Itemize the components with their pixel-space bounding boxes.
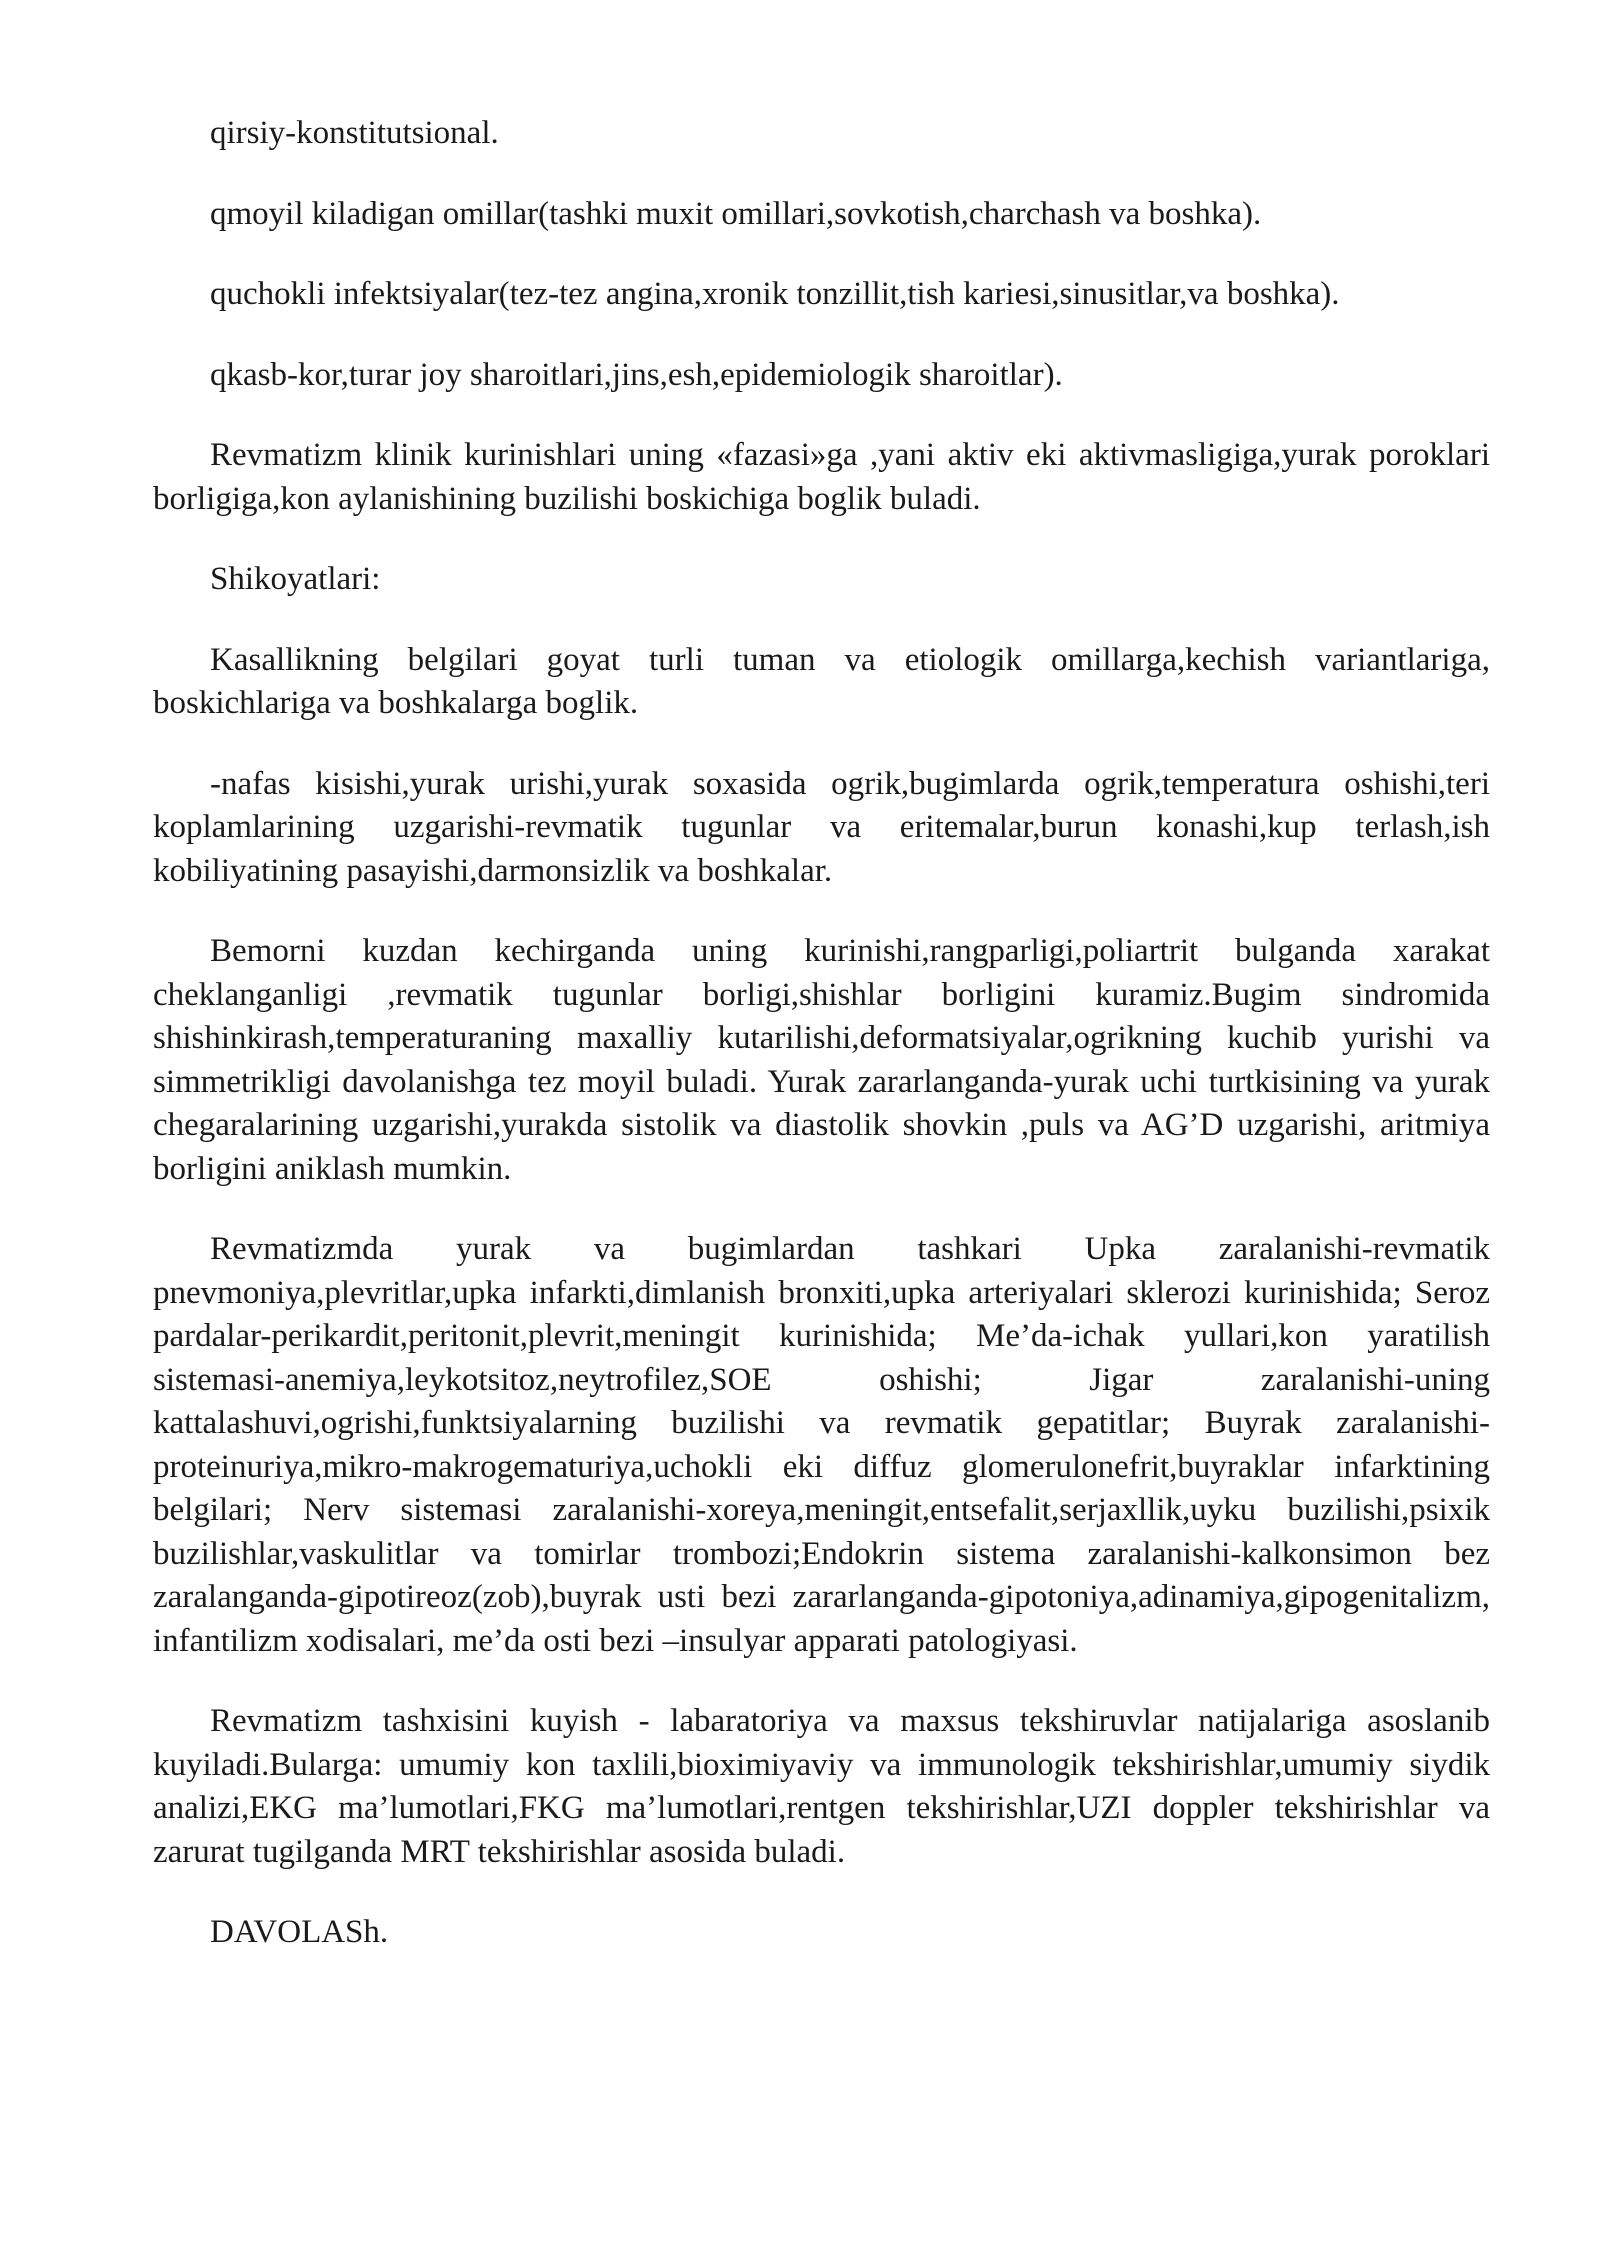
paragraph-signs: Kasallikning belgilari goyat turli tuman va etiologik omillarga,kechish variantlariga, boskichlariga va boshkalarga boglik. <box>153 641 1490 721</box>
heading-complaints: Shikoyatlari: <box>210 561 381 597</box>
paragraph-examination: Bemorni kuzdan kechirganda uning kurinishi,rangparligi,poliartrit bulganda xarakat cheklanganligi ,revmatik tugunlar borligi,shishlar borligini kuramiz.Bugim sindromida shishinkirash,temperaturaning maxalliy kutarilishi,deformatsiyalar,ogrikning kuchib yurishi va simmetrikligi davolanishga tez moyil buladi. Yurak zararlanganda-yurak uchi turtkisining va yurak chegaralarining uzgarishi,yurakda sistolik va diastolik shovkin ,puls va AG’D uzgarishi, aritmiya borligini aniklash mumkin. <box>153 933 1490 1187</box>
paragraph-risk-constitutional: qirsiy-konstitutsional. <box>210 115 499 151</box>
paragraph-risk-predisposing: qmoyil kiladigan omillar(tashki muxit omillari,sovkotish,charchash va boshka). <box>210 195 1262 232</box>
paragraph-risk-focal-infections: quchokli infektsiyalar(tez-tez angina,xronik tonzillit,tish kariesi,sinusitlar,va boshka). <box>210 276 1340 312</box>
paragraph-symptoms-list: -nafas kisishi,yurak urishi,yurak soxasida ogrik,bugimlarda ogrik,temperatura oshishi,teri koplamlarining uzgarishi-revmatik tugunlar va eritemalar,burun konashi,kup terlash,ish kobiliyatining pasayishi,darmonsizlik va boshkalar. <box>153 765 1490 889</box>
paragraph-extracardiac: Revmatizmda yurak va bugimlardan tashkari Upka zaralanishi-revmatik pnevmoniya,plevritlar,upka infarkti,dimlanish bronxiti,upka arteriyalari sklerozi kurinishida; Seroz pardalar-perikardit,peritonit,plevrit,meningit kurinishida; Me’da-ichak yullari,kon yaratilish sistemasi-anemiya,leykotsitoz,neytrofilez,SOE oshishi; Jigar zaralanishi-uning kattalashuvi,ogrishi,funktsiyalarning buzilishi va revmatik gepatitlar; Buyrak zaralanishi-proteinuriya,mikro-makrogematuriya,uchokli eki diffuz glomerulonefrit,buyraklar infarktining belgilari; Nerv sistemasi zaralanishi-xoreya,meningit,entsefalit,serjaxllik,uyku buzilishi,psixik buzilishlar,vaskulitlar va tomirlar trombozi;Endokrin sistema zaralanishi-kalkonsimon bez zaralanganda-gipotireoz(zob),buyrak usti bezi zararlanganda-gipotoniya,adinamiya,gipogenitalizm, infantilizm xodisalari, me’da osti bezi –insulyar apparati patologiyasi. <box>153 1231 1490 1659</box>
document-page <box>153 112 1490 1992</box>
paragraph-risk-social: qkasb-kor,turar joy sharoitlari,jins,esh,epidemiologik sharoitlar). <box>210 356 1063 393</box>
heading-treatment: DAVOLASh. <box>210 1914 389 1950</box>
paragraph-clinical-presentation: Revmatizm klinik kurinishlari uning «fazasi»ga ,yani aktiv eki aktivmasligiga,yurak poroklari borligiga,kon aylanishining buzilishi boskichiga boglik buladi. <box>153 437 1490 517</box>
paragraph-diagnosis: Revmatizm tashxisini kuyish - labaratoriya va maxsus tekshiruvlar natijalariga asoslanib kuyiladi.Bularga: umumiy kon taxlili,bioximiyaviy va immunologik tekshirishlar,umumiy siydik analizi,EKG ma’lumotlari,FKG ma’lumotlari,rentgen tekshirishlar,UZI doppler tekshirishlar va zarurat tugilganda MRT tekshirishlar asosida buladi. <box>153 1703 1490 1870</box>
